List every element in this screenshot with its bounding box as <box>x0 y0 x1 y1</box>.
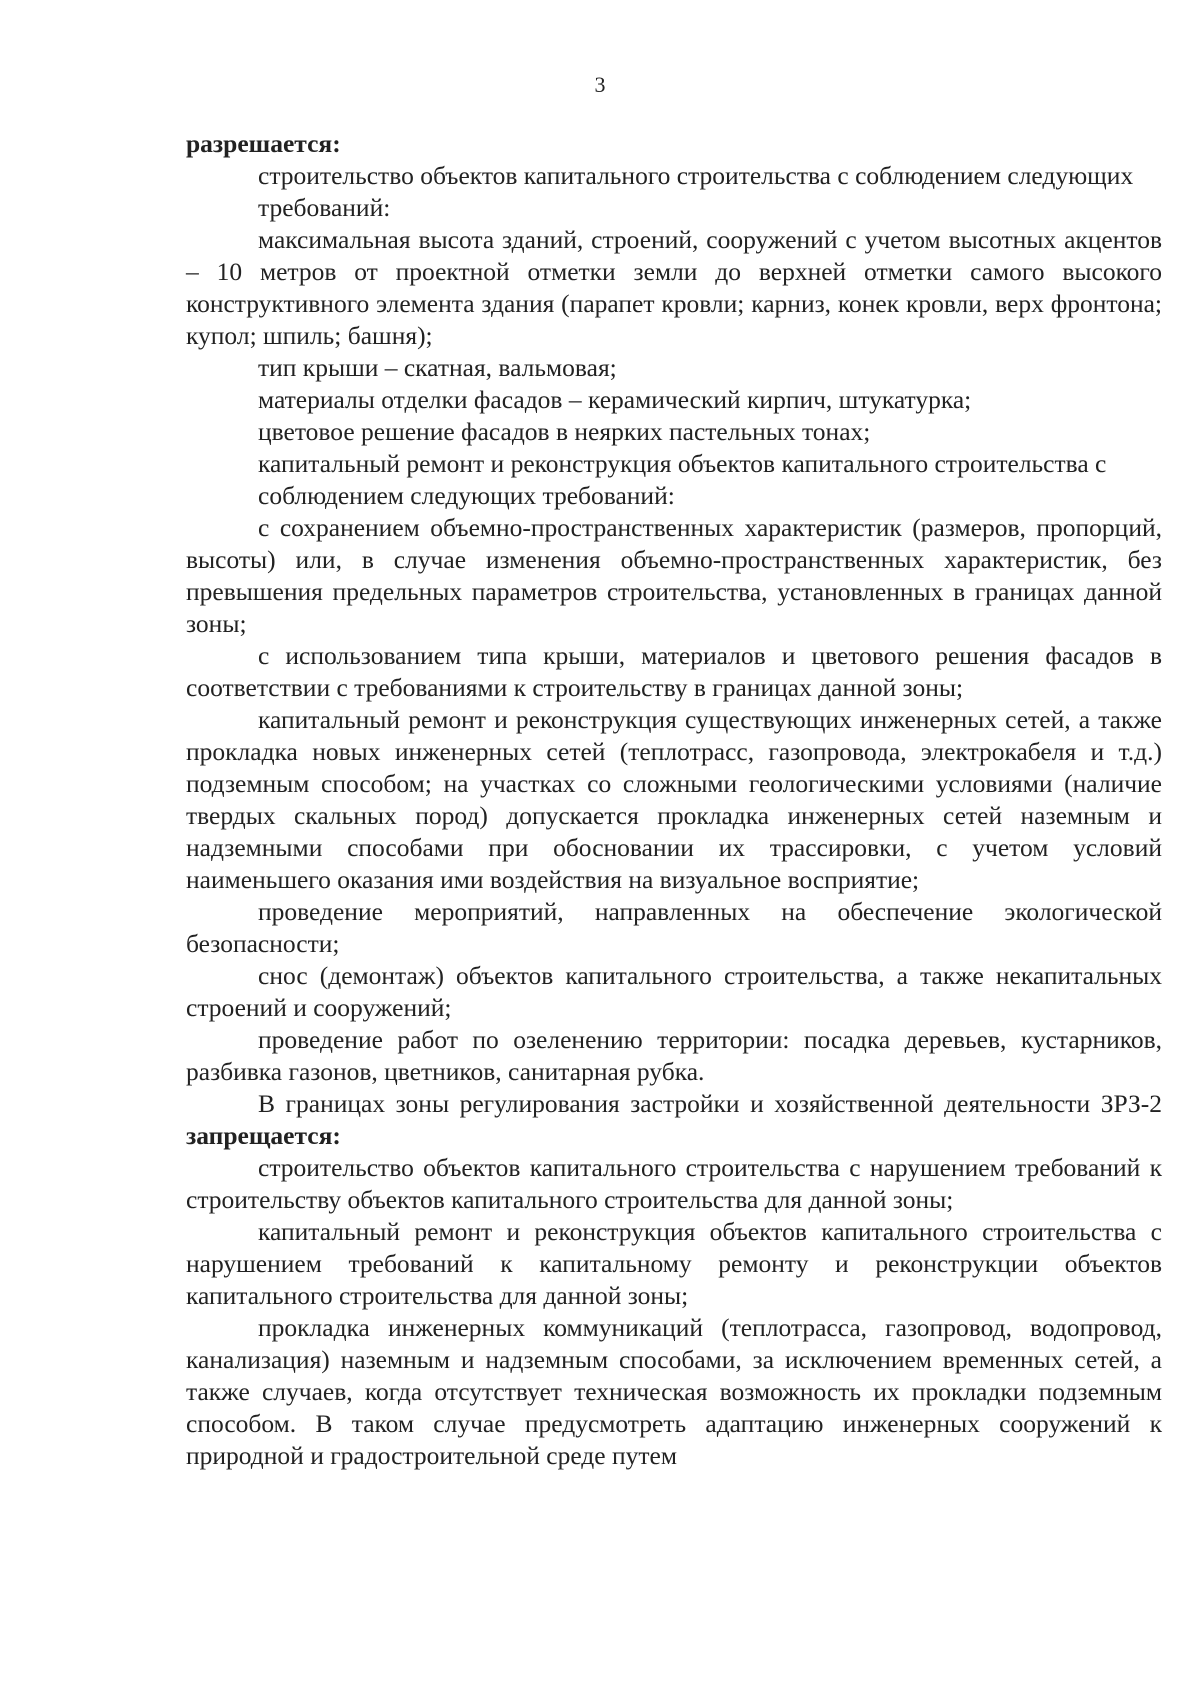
document-body <box>186 128 1162 1472</box>
paragraph-text: с использованием типа крыши, материалов и цветового решения фасадов в соответствии с требованиями к строительству в границах данной зоны; <box>186 641 1162 702</box>
paragraph <box>186 416 1162 448</box>
paragraph-text: снос (демонтаж) объектов капитального строительства, а также некапитальных строений и сооружений; <box>186 961 1162 1022</box>
paragraph-text: максимальная высота зданий, строений, сооружений с учетом высотных акцентов – 10 метров от проектной отметки земли до верхней отметки самого высокого конструктивного элемента здания (парапет кровли; карниз, конек кровли, верх фронтона; купол; шпиль; башня); <box>186 225 1162 350</box>
bold-term: запрещается: <box>186 1121 341 1150</box>
paragraph-text: В границах зоны регулирования застройки и хозяйственной деятельности ЗРЗ-2 <box>258 1089 1162 1118</box>
paragraph-text: цветовое решение фасадов в неярких пастельных тонах; <box>258 417 871 446</box>
paragraph <box>186 1216 1162 1312</box>
bold-term: разрешается: <box>186 129 341 158</box>
paragraph-text: строительство объектов капитального строительства с нарушением требований к строительству объектов капитального строительства для данной зоны; <box>186 1153 1162 1214</box>
paragraph <box>186 1088 1162 1152</box>
paragraph-text: прокладка инженерных коммуникаций (теплотрасса, газопровод, водопровод, канализация) наземным и надземным способами, за исключением временных сетей, а также случаев, когда отсутствует техническая возможность их прокладки подземным способом. В таком случае предусмотреть адаптацию инженерных сооружений к природной и градостроительной среде путем <box>186 1313 1162 1470</box>
paragraph-text: проведение мероприятий, направленных на обеспечение экологической безопасности; <box>186 897 1162 958</box>
paragraph <box>186 704 1162 896</box>
paragraph <box>186 384 1162 416</box>
paragraph <box>186 352 1162 384</box>
paragraph-text: материалы отделки фасадов – керамический кирпич, штукатурка; <box>258 385 972 414</box>
paragraph <box>186 224 1162 352</box>
paragraph-text: капитальный ремонт и реконструкция объектов капитального строительства с соблюдением следующих требований: <box>258 449 1107 510</box>
paragraph-text: тип крыши – скатная, вальмовая; <box>258 353 617 382</box>
paragraph-text: с сохранением объемно-пространственных характеристик (размеров, пропорций, высоты) или, в случае изменения объемно-пространственных характеристик, без превышения предельных параметров строительства, установленных в границах данной зоны; <box>186 513 1162 638</box>
paragraph <box>186 640 1162 704</box>
paragraph-text: проведение работ по озеленению территории: посадка деревьев, кустарников, разбивка газонов, цветников, санитарная рубка. <box>186 1025 1162 1086</box>
paragraph <box>186 1152 1162 1216</box>
paragraph <box>186 128 1162 160</box>
paragraph <box>186 896 1162 960</box>
paragraph <box>186 448 1162 512</box>
paragraph <box>186 512 1162 640</box>
paragraph <box>186 960 1162 1024</box>
paragraph <box>186 160 1162 224</box>
paragraph-text: капитальный ремонт и реконструкция объектов капитального строительства с нарушением требований к капитальному ремонту и реконструкции объектов капитального строительства для данной зоны; <box>186 1217 1162 1310</box>
page-number: 3 <box>594 72 606 97</box>
paragraph <box>186 1024 1162 1088</box>
paragraph-text: капитальный ремонт и реконструкция существующих инженерных сетей, а также прокладка новых инженерных сетей (теплотрасс, газопровода, электрокабеля и т.д.) подземным способом; на участках со сложными геологическими условиями (наличие твердых скальных пород) допускается прокладка инженерных сетей наземным и надземными способами при обосновании их трассировки, с учетом условий наименьшего оказания ими воздействия на визуальное восприятие; <box>186 705 1162 894</box>
paragraph <box>186 1312 1162 1472</box>
paragraph-text: строительство объектов капитального строительства с соблюдением следующих требований: <box>258 161 1134 222</box>
